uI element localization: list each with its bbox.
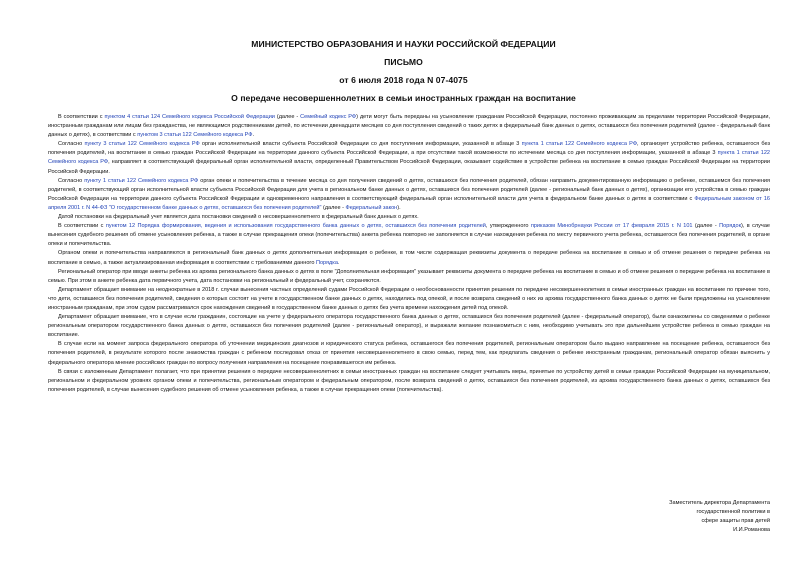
- document-body: [48, 113, 770, 395]
- document-date-number: от 6 июля 2018 года N 07-4075: [339, 75, 468, 85]
- signature-name: И.И.Романова: [733, 527, 770, 534]
- link-procedure[interactable]: Порядка: [315, 259, 338, 266]
- paragraph-9: [48, 313, 770, 340]
- link-federal-law-44fz[interactable]: Федеральным законом от 16 апреля 2001 г. N 44-ФЗ "О государственном банке данных о детях, оставшихся без попечения родителей": [48, 195, 770, 211]
- paragraph-10: [48, 340, 770, 367]
- link-family-code-122-1[interactable]: пункту 1 статьи 122 Семейного кодекса РФ: [84, 177, 199, 184]
- text: орган опеки и попечительства в течение месяца со дня получения сведений о детях, оставшихся без попечения родителей, обязан направить документированную информацию о ребенке, оставшемся без попечения родителей, в соответствующий орган исполнительной власти субъекта Российской Федерации для учета в региональном банке данных о детях, оставшихся без попечения родителей (далее - региональный банк данных о детях), организации его устройства в семью граждан Российской Федерации на территории данного субъекта Российской Федерации и одновременного направления в соответствующий федеральный орган исполнительной власти для учета в федеральном банке данных о детях в соответствии с: [48, 177, 770, 202]
- paragraph-7: [48, 268, 770, 286]
- text: В соответствии с: [58, 114, 105, 120]
- text: , организует устройство ребенка, оставшегося без попечения родителей, на воспитание в семью граждан Российской Федерации на территории данного субъекта Российской Федерации, а при отсутствии такой возможности по истечении месяца со дня поступления информации, указанной в абзаце 3: [48, 141, 771, 157]
- paragraph-4: [48, 213, 770, 222]
- signature-block: [669, 499, 770, 535]
- text: В связи с изложенным Департамент полагает, что при принятии решения о передаче несовершеннолетних в семьи иностранных граждан на воспитание следует учитывать меры, принятые по устройству детей в семьи граждан Российской Федерации на муниципальном, региональном и федеральном уровнях органом опеки и попечительства, региональным оператором и федеральным оператором, после возврата сведений о детях, оставшихся без попечения родителей, из архива государственного банка данных о детях, оставшихся без попечения родителей, в случае вынесения судебного решения об отмене усыновления ребенка, а также в случае прекращения опеки (попечительства).: [48, 368, 770, 393]
- text: Региональный оператор при вводе анкеты ребенка из архива регионального банка данных о детях в поле "Дополнительная информация" указывает реквизиты документа о передаче ребенка на воспитание в семью и об отмене решения о передаче ребенка на воспитание в семью. При этом в анкете ребенка дата первичного учета, дата постановки на региональный и федеральный учет, сохраняются.: [48, 268, 770, 284]
- link-order-101[interactable]: приказом Минобрнауки России от 17 февраля 2015 г. N 101: [530, 223, 693, 230]
- link-family-code-122-3[interactable]: пункту 3 статьи 122 Семейного кодекса РФ: [84, 141, 200, 148]
- link-procedure-item-12[interactable]: пунктом 12 Порядка формирования, ведения и использования государственного банка данных о детях, оставшихся без попечения родителей: [105, 223, 486, 230]
- text: Департамент обращает внимание на неоднократные в 2018 г. случаи вынесения частных определений судами Российской Федерации о необоснованности принятия решения по передаче несовершеннолетних в семьи иностранных граждан на воспитание по причине того, что дети, оставшиеся без попечения родителей, сведения о которых состоят на учете в государственном банке данных о детях, находились под опекой, и после возврата сведений о них из архива государственного банка данных о детях не были предложены на усыновление иностранным гражданам, при этом судом рассматривался срок нахождения сведений в государственном банке данных о детях без учета времени нахождения детей под опекой.: [48, 286, 770, 311]
- text: ).: [397, 204, 401, 211]
- link-federal-law[interactable]: Федеральный закон: [345, 204, 398, 211]
- document-type: ПИСЬМО: [384, 57, 423, 67]
- link-family-code-124[interactable]: пунктом 4 статьи 124 Семейного кодекса Российской Федерации: [104, 114, 275, 120]
- signature-department-area: сфере защиты прав детей: [701, 518, 770, 525]
- paragraph-11: [48, 368, 770, 395]
- link-family-code[interactable]: Семейный кодекс РФ: [300, 114, 357, 120]
- text: В соответствии с: [58, 223, 106, 230]
- link-procedure[interactable]: Порядок: [719, 223, 742, 230]
- paragraph-1: [48, 113, 770, 140]
- text: , утвержденного: [485, 223, 531, 230]
- text: Органом опеки и попечительства направляются в региональный банк данных о детях дополнительная информация о ребенке, в том числе содержащая реквизиты документа о передаче ребенка на воспитание в семью и об отмене решения о передаче ребенка на воспитание в семью, а также актуализированная информация в соответствии с требованиями данного: [48, 250, 770, 266]
- paragraph-2: [48, 140, 770, 176]
- text: .: [252, 132, 255, 139]
- document-subject: О передаче несовершеннолетних в семьи иностранных граждан на воспитание: [231, 93, 576, 103]
- text: (далее -: [274, 114, 301, 120]
- paragraph-5: [48, 222, 770, 249]
- paragraph-8: [48, 286, 770, 313]
- ministry-title: МИНИСТЕРСТВО ОБРАЗОВАНИЯ И НАУКИ РОССИЙСКОЙ ФЕДЕРАЦИИ: [251, 39, 556, 49]
- text: (далее -: [321, 204, 346, 211]
- text: Согласно: [58, 177, 85, 184]
- paragraph-6: [48, 249, 770, 267]
- text: , направляет в соответствующий федеральный орган исполнительной власти, определенный Правительством Российской Федерации, оказывает содействие в устройстве ребенка на воспитание в семью граждан Российской Федерации на территории Российской Федерации.: [48, 159, 771, 175]
- link-family-code-122-1[interactable]: пункта 1 статьи 122 Семейного кодекса РФ: [48, 150, 770, 166]
- text: Датой постановки на федеральный учет является дата постановки сведений о несовершеннолетнего в федеральный банк данных о детях.: [58, 214, 419, 221]
- link-family-code-122-1[interactable]: пункта 1 статьи 122 Семейного кодекса РФ: [521, 141, 638, 148]
- text: ), в случае вынесения судебного решения об отмене усыновления ребенка, а также в случае прекращения опеки (попечительства) анкета ребенка повторно не заполняется в случае нахождения ребенка по месту первичного учета ребенка, оставшегося без попечения родителей, в органе опеки и попечительства.: [48, 223, 770, 248]
- text: ) дети могут быть переданы на усыновление гражданам Российской Федерации, постоянно проживающим за пределами территории Российской Федерации, иностранным гражданам или лицам без гражданства, не являющимся родственниками детей, по истечении двенадцати месяцев со дня поступления сведений о таких детях в федеральный банк данных о детях, оставшихся без попечения родителей (далее - федеральный банк данных о детях), в соответствии с: [48, 114, 770, 139]
- signature-position: Заместитель директора Департамента: [669, 500, 770, 506]
- text: (далее -: [692, 223, 720, 230]
- signature-department: государственной политики в: [696, 509, 770, 516]
- paragraph-3: [48, 177, 770, 213]
- link-family-code-122-3[interactable]: пунктом 3 статьи 122 Семейного кодекса РФ: [137, 132, 253, 139]
- text: орган исполнительной власти субъекта Российской Федерации со дня поступления информации, указанной в абзаце 3: [199, 141, 522, 148]
- text: В случае если на момент запроса федерального оператора об уточнении медицинских диагнозов и юридического статуса ребенка, оставшегося без попечения родителей, региональным оператором было выдано направление на посещение ребенка, оставшегося без попечения родителей, в результате которого после знакомства граждан с ребенком последовал отказ от принятия несовершеннолетнего в свою семью, перед тем, как предлагать сведения о ребенке иностранным гражданам, региональный оператор обязан выяснить у федерального оператора мнение российских граждан по вопросу получения направления на посещение понравившегося им ребенка.: [48, 341, 770, 366]
- text: Департамент обращает внимание, что в случае если гражданин, состоящие на учете у федерального оператора государственного банка данных о детях, оставшихся без попечения родителей (далее - федеральный оператор), были ознакомлены со сведениями о ребенке региональным оператором государственного банка данных о детях, оставшихся без попечения родителей (далее - региональный оператор), и выражали желание познакомиться с ним, необходимо учитывать это при дальнейшем устройстве ребенка в семью граждан на воспитание.: [48, 314, 770, 339]
- text: Согласно: [58, 141, 85, 148]
- text: .: [337, 259, 340, 266]
